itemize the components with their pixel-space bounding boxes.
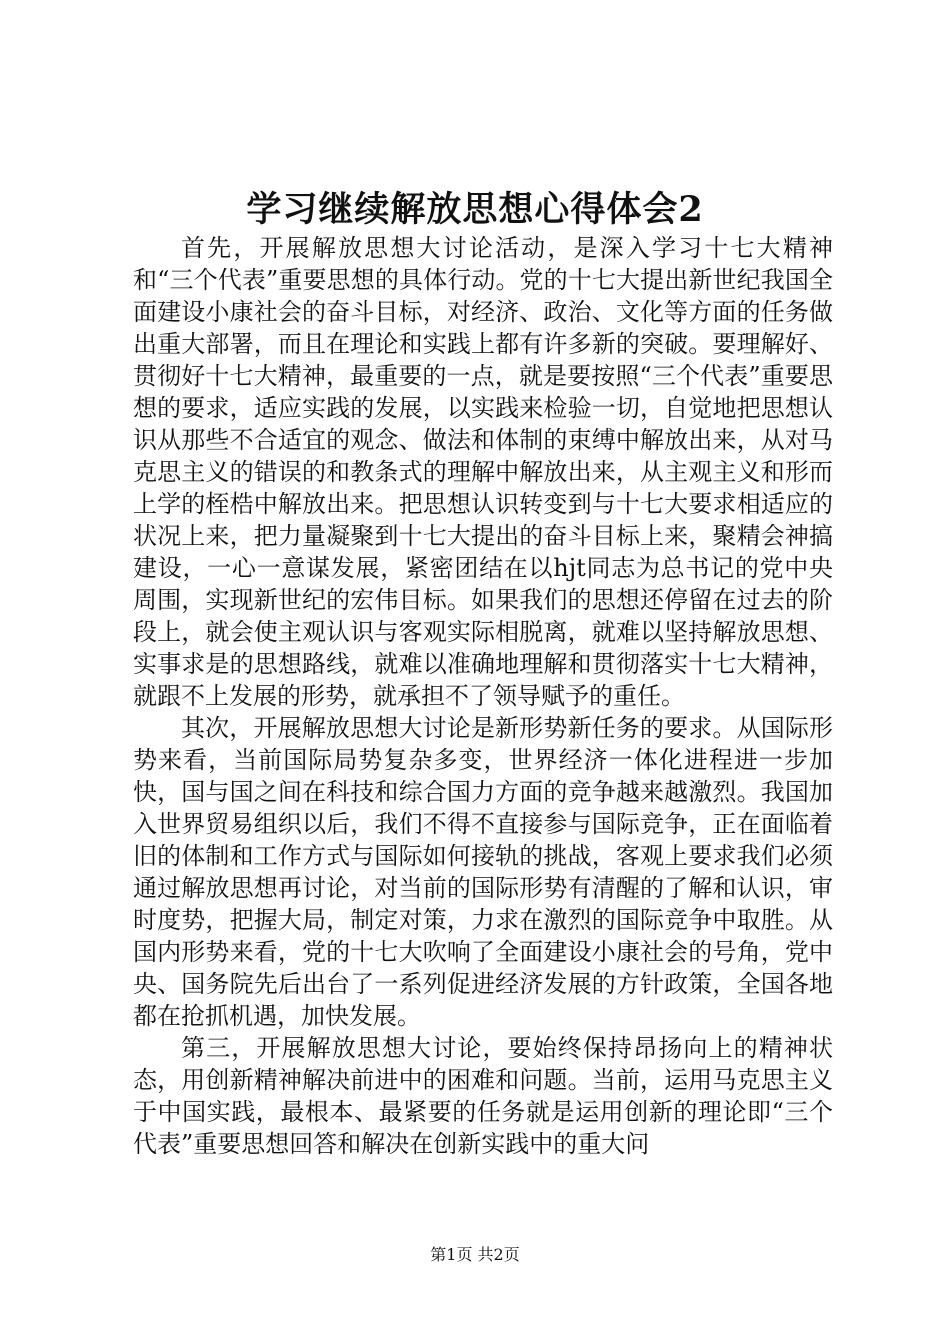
document-title: 学习继续解放思想心得体会2 (246, 189, 704, 230)
document-body (133, 232, 833, 1160)
paragraph-3: 第三，开展解放思想大讨论，要始终保持昂扬向上的精神状态，用创新精神解决前进中的困难和问题。当前，运用马克思主义于中国实践，最根本、最紧要的任务就是运用创新的理论即“三个代表”重要思想回答和解决在创新实践中的重大问 (133, 1034, 833, 1158)
paragraph-1: 首先，开展解放思想大讨论活动，是深入学习十七大精神和“三个代表”重要思想的具体行动。党的十七大提出新世纪我国全面建设小康社会的奋斗目标，对经济、政治、文化等方面的任务做出重大部署，而且在理论和实践上都有许多新的突破。要理解好、贯彻好十七大精神，最重要的一点，就是要按照“三个代表”重要思想的要求，适应实践的发展，以实践来检验一切，自觉地把思想认识从那些不合适宜的观念、做法和体制的束缚中解放出来，从对马克思主义的错误的和教条式的理解中解放出来，从主观主义和形而上学的桎梏中解放出来。把思想认识转变到与十七大要求相适应的状况上来，把力量凝聚到十七大提出的奋斗目标上来，聚精会神搞建设，一心一意谋发展，紧密团结在以hjt同志为总书记的党中央周围，实现新世纪的宏伟目标。如果我们的思想还停留在过去的阶段上，就会使主观认识与客观实际相脱离，就难以坚持解放思想、实事求是的思想路线，就难以准确地理解和贯彻落实十七大精神，就跟不上发展的形势，就承担不了领导赋予的重任。 (133, 234, 833, 710)
paragraph-2: 其次，开展解放思想大讨论是新形势新任务的要求。从国际形势来看，当前国际局势复杂多变，世界经济一体化进程进一步加快，国与国之间在科技和综合国力方面的竞争越来越激烈。我国加入世界贸易组织以后，我们不得不直接参与国际竞争，正在面临着旧的体制和工作方式与国际如何接轨的挑战，客观上要求我们必须通过解放思想再讨论，对当前的国际形势有清醒的了解和认识，审时度势，把握大局，制定对策，力求在激烈的国际竞争中取胜。从国内形势来看，党的十七大吹响了全面建设小康社会的号角，党中央、国务院先后出台了一系列促进经济发展的方针政策，全国各地都在抢抓机遇，加快发展。 (133, 714, 833, 1030)
page-number-footer: 第1页 共2页 (430, 1245, 520, 1264)
